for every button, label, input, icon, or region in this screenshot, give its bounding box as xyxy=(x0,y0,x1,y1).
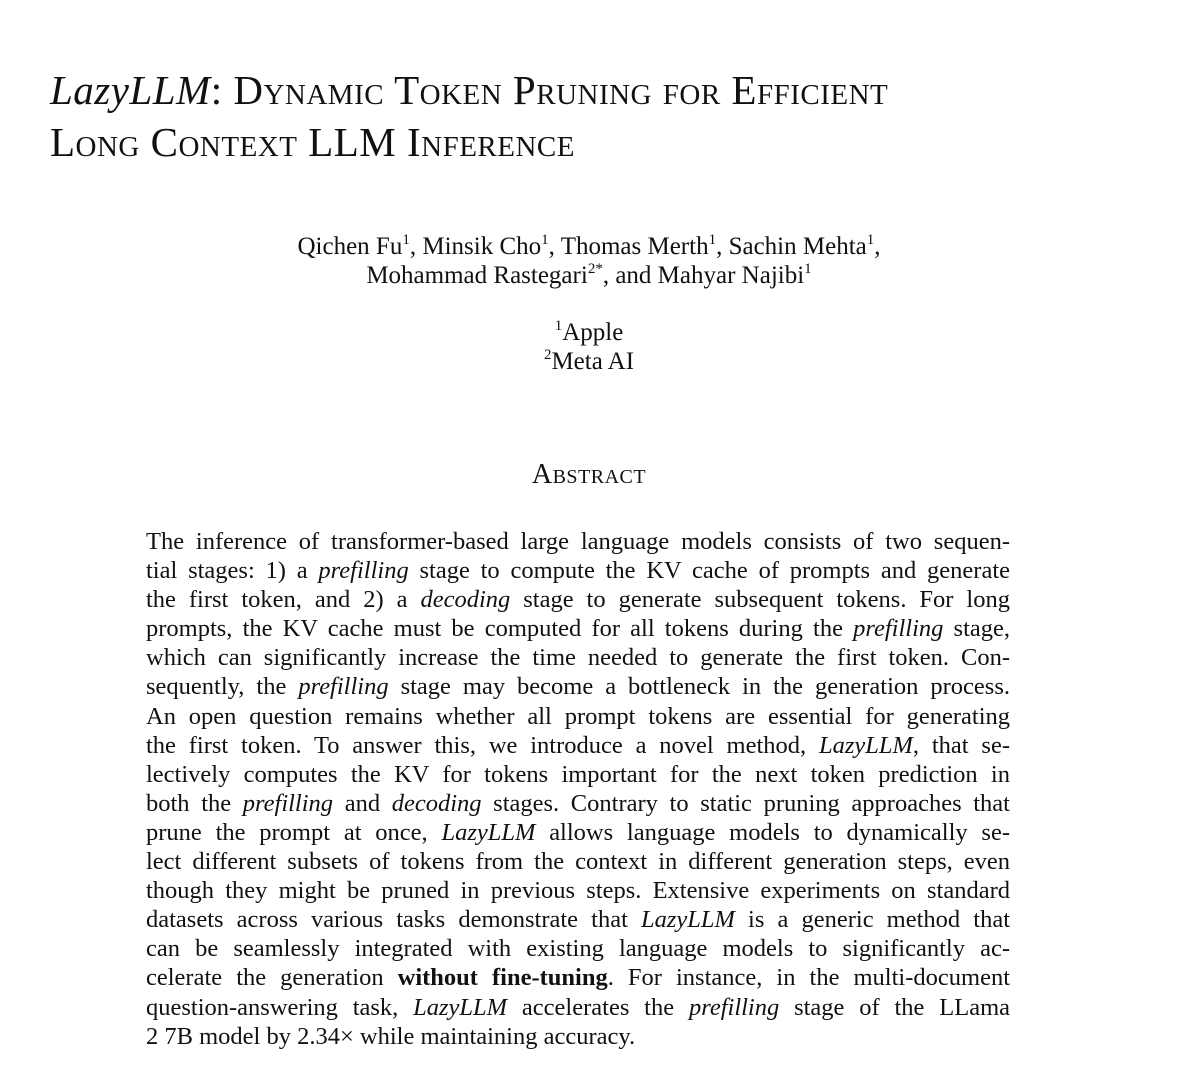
title-line2: Long Context LLM Inference xyxy=(50,119,575,165)
abstract-body xyxy=(146,527,1010,1051)
author-name: Mahyar Najibi xyxy=(657,262,805,289)
abstract-line: lect different subsets of tokens from the context in different generation steps, even xyxy=(146,848,1010,876)
author-name: Minsik Cho xyxy=(422,233,542,260)
abstract-line: prompts, the KV cache must be computed for all tokens during the prefilling stage, xyxy=(146,615,1010,643)
abstract-line: datasets across various tasks demonstrate that LazyLLM is a generic method that xyxy=(146,906,1010,934)
author-name: Thomas Merth xyxy=(560,233,709,260)
abstract-line: An open question remains whether all prompt tokens are essential for generating xyxy=(146,702,1010,730)
abstract-line: the first token, and 2) a decoding stage to generate subsequent tokens. For long xyxy=(146,586,1010,614)
abstract-line: which can significantly increase the time needed to generate the first token. Con- xyxy=(146,644,1010,672)
abstract-line: can be seamlessly integrated with existing language models to significantly ac- xyxy=(146,935,1010,963)
author-affil-mark: 2* xyxy=(587,261,603,277)
abstract-line: sequently, the prefilling stage may become a bottleneck in the generation process. xyxy=(146,673,1010,701)
abstract-line: the first token. To answer this, we introduce a novel method, LazyLLM, that se- xyxy=(146,731,1010,759)
abstract-line: tial stages: 1) a prefilling stage to compute the KV cache of prompts and generate xyxy=(146,557,1010,585)
affiliation-list xyxy=(0,318,1178,376)
author-affil-mark: 1 xyxy=(866,232,875,248)
abstract-line: lectively computes the KV for tokens important for the next token prediction in xyxy=(146,760,1010,788)
abstract-line: though they might be pruned in previous steps. Extensive experiments on standard xyxy=(146,877,1010,905)
author-name: Qichen Fu xyxy=(297,233,403,260)
author-name: Mohammad Rastegari xyxy=(366,262,588,289)
author-affil-mark: 1 xyxy=(804,261,812,277)
abstract-line: 2 7B model by 2.34× while maintaining accuracy. xyxy=(146,1022,636,1050)
authors-connector: and xyxy=(615,262,652,289)
affiliation-mark: 1 xyxy=(554,318,563,334)
title-line1-rest: : Dynamic Token Pruning for Efficient xyxy=(210,67,889,113)
affiliation-name: Meta AI xyxy=(551,348,635,375)
title-method-name: LazyLLM xyxy=(50,67,211,113)
abstract-line: The inference of transformer-based large language models consists of two sequen- xyxy=(146,528,1010,555)
author-list: Qichen Fu$^1$, Minsik Cho$^1$, Thomas Merth$^1$, Sachin Mehta$^1$, Mohammad Rastegari$^{2*}$, and Mahyar Najibi$^1$ xyxy=(297,232,881,289)
author-affil-mark: 1 xyxy=(708,232,717,248)
affiliation-mark: 2 xyxy=(543,347,552,363)
affiliation-name: Apple xyxy=(562,319,624,346)
abstract-heading: Abstract xyxy=(531,459,647,490)
author-affil-mark: 1 xyxy=(541,232,549,248)
abstract-line: question-answering task, LazyLLM accelerates the prefilling stage of the LLama xyxy=(146,993,1010,1021)
abstract-line: both the prefilling and decoding stages. Contrary to static pruning approaches that xyxy=(146,789,1010,817)
author-affil-mark: 1 xyxy=(402,232,410,248)
abstract-line: prune the prompt at once, LazyLLM allows language models to dynamically se- xyxy=(146,818,1010,846)
author-name: Sachin Mehta xyxy=(728,233,867,260)
paper-title xyxy=(50,64,1150,168)
abstract-line: celerate the generation without fine-tuning. For instance, in the multi-document xyxy=(146,964,1010,992)
